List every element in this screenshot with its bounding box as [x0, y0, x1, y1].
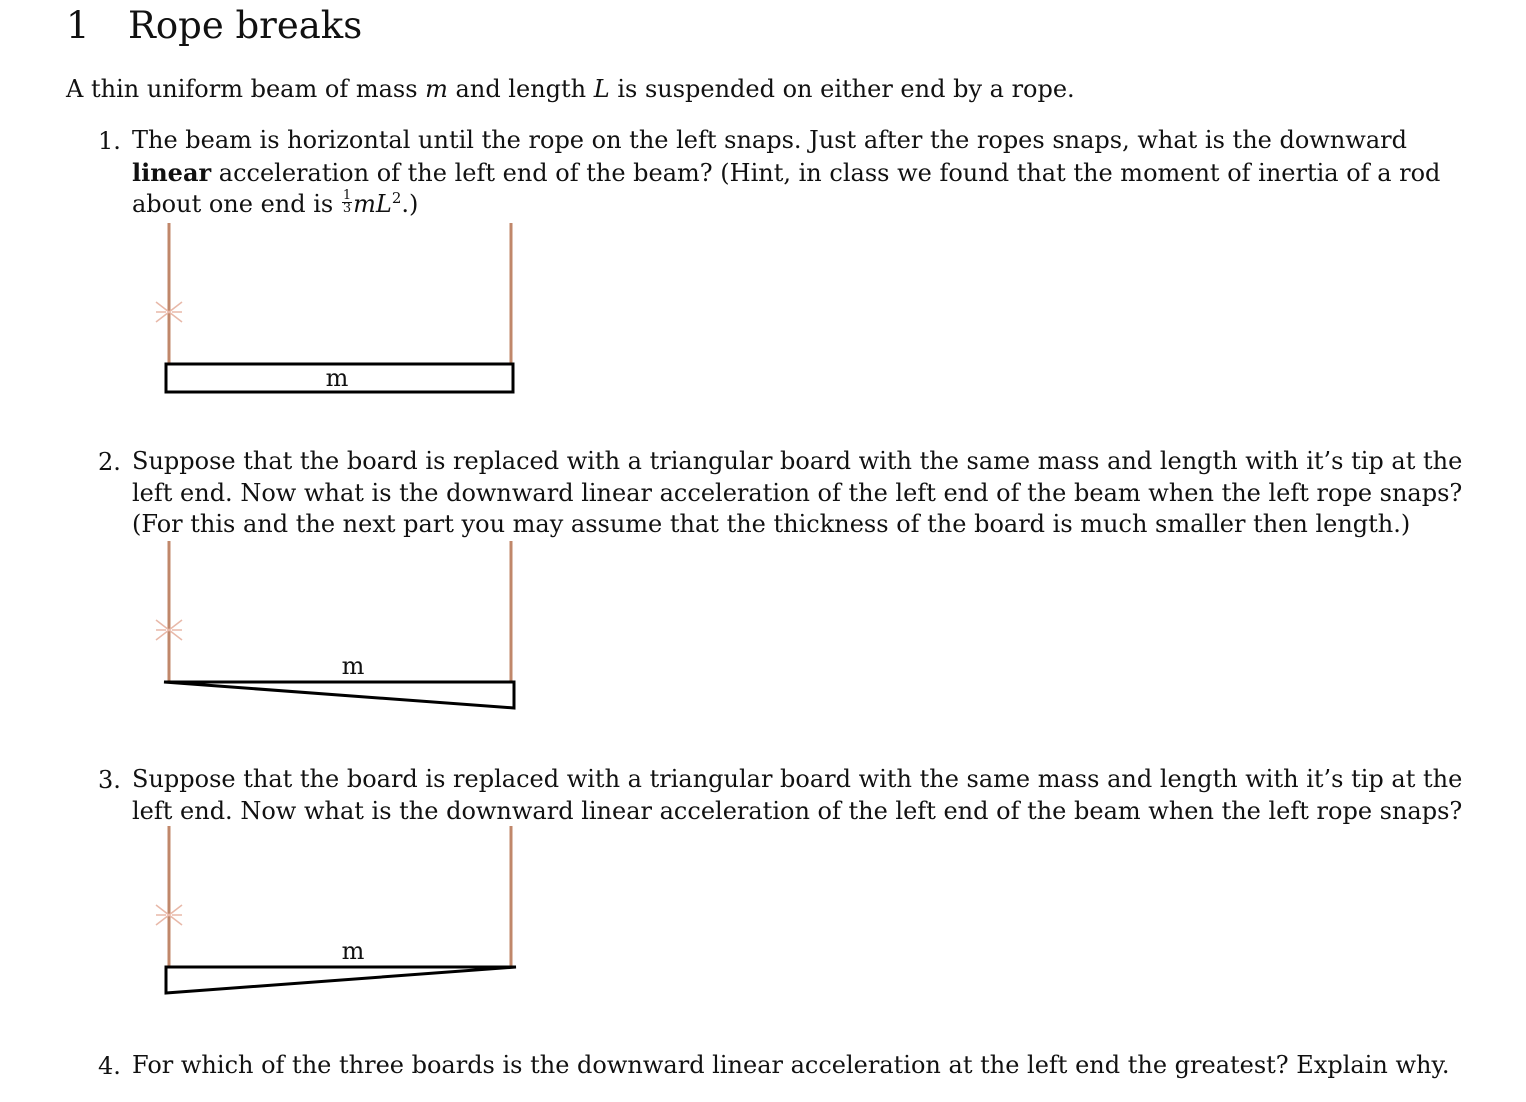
intro-paragraph [66, 73, 1075, 105]
item-1-line-3 [132, 189, 1376, 221]
item-1-text [132, 125, 1441, 221]
math-mL: mL [353, 190, 392, 219]
intro-text-1: A thin uniform beam of mass [66, 75, 426, 103]
fraction-numerator: 1 [342, 188, 352, 204]
item-2-line-3: (For this and the next part you may assume that the thickness of the board is much smaller then length.) [132, 510, 1411, 539]
item-1-line-1: The beam is horizontal until the rope on the left snaps. Just after the ropes snaps, what is the downward [132, 126, 1407, 154]
item-4-line-1: For which of the three boards is the downward linear acceleration at the left end the greatest? Explain why. [132, 1051, 1450, 1079]
intro-text-2: and length [447, 75, 594, 103]
item-3-line-1: Suppose that the board is replaced with a triangular board with the same mass and length with it’s tip at the [132, 765, 1463, 793]
mass-label-2: m [341, 652, 365, 680]
item-1-bold-word: linear [132, 157, 212, 187]
intro-var-L: L [593, 75, 610, 103]
fraction [342, 190, 352, 215]
mass-label-1: m [325, 364, 349, 392]
item-1-line-3-pre: about one end is [132, 190, 341, 219]
item-1-line-2-rest: acceleration of the left end of the beam? (Hint, in class we found that the moment of inertia of a rod [211, 158, 1441, 187]
item-1-number: 1. [98, 127, 121, 155]
section-title: Rope breaks [128, 4, 363, 47]
item-2-line-1: Suppose that the board is replaced with a triangular board with the same mass and length with it’s tip at the [132, 447, 1463, 475]
item-2-text [132, 446, 1463, 541]
intro-text-3: is suspended on either end by a rope. [609, 75, 1075, 103]
figure-1-rect-beam [150, 220, 530, 400]
mass-label-3: m [341, 937, 365, 965]
figure-3-triangle-board [150, 823, 530, 1003]
item-3-line-2: left end. Now what is the downward linear acceleration of the left end of the beam when the left rope snaps? [132, 796, 1463, 825]
intro-var-m: m [425, 75, 448, 103]
item-4-number: 4. [98, 1052, 121, 1080]
triangle-board [164, 682, 514, 708]
item-3-text [132, 764, 1463, 827]
item-2-number: 2. [98, 448, 121, 476]
math-exponent: 2 [391, 189, 402, 208]
item-4-text [132, 1050, 1450, 1082]
item-3-number: 3. [98, 766, 121, 794]
fraction-denominator: 3 [342, 201, 352, 217]
item-2-line-2: left end. Now what is the downward linear acceleration of the left end of the beam when the left rope snaps? [132, 478, 1463, 507]
item-1-line-3-post: .) [401, 190, 419, 219]
section-number: 1 [66, 4, 90, 47]
triangle-board [166, 967, 516, 993]
figure-2-triangle-board [150, 538, 530, 718]
item-1-line-2 [132, 157, 1441, 190]
